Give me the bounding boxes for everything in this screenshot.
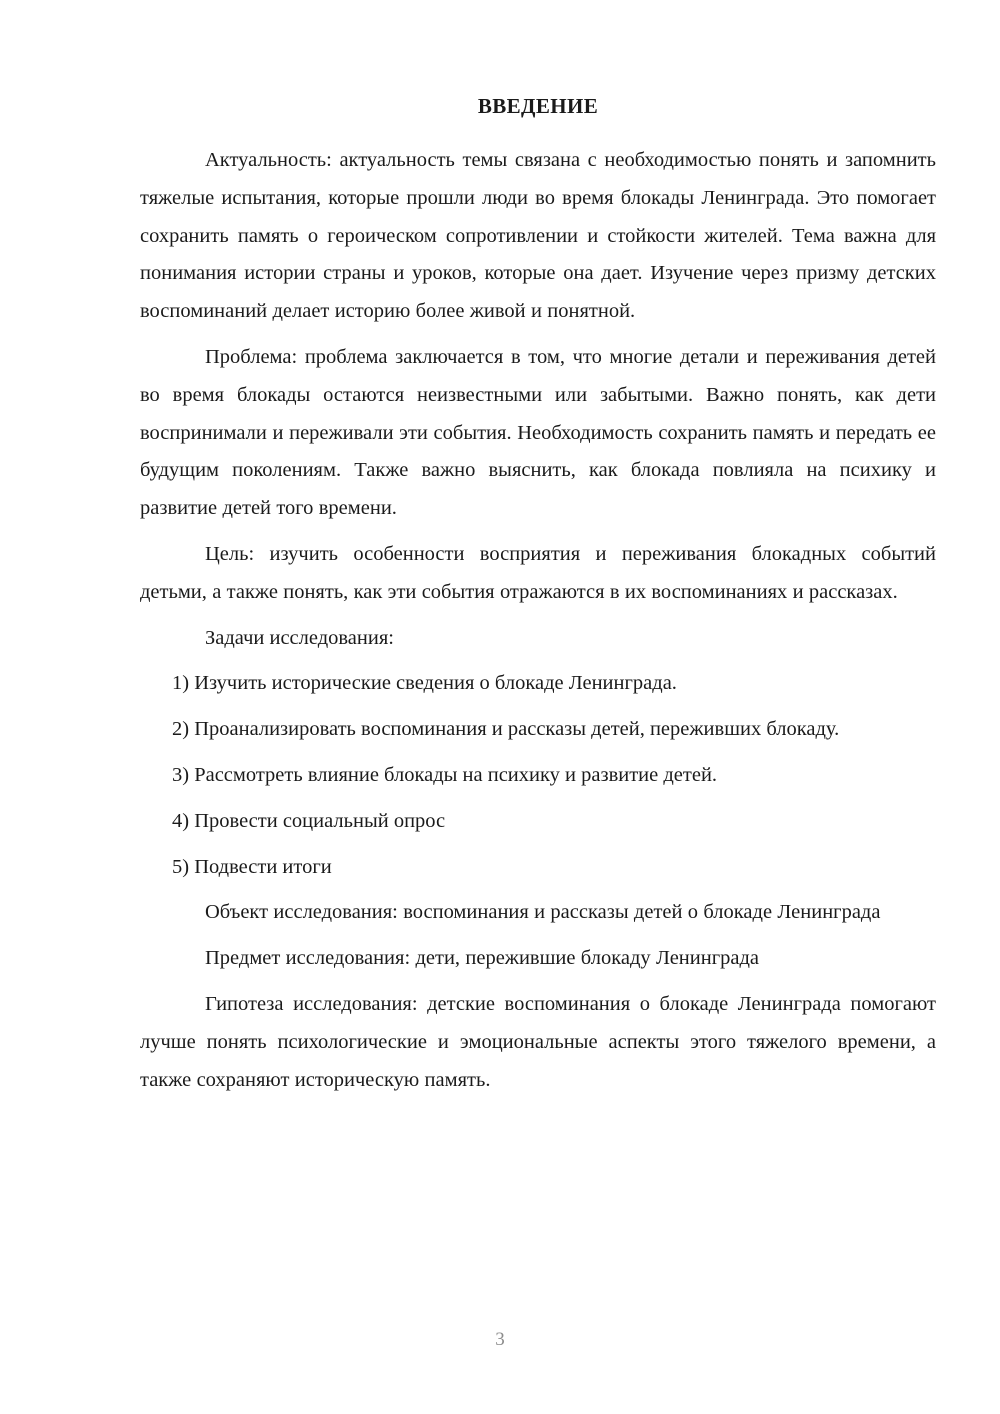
page-content [140,92,936,1107]
list-item: 1) Изучить исторические сведения о блокаде Ленинграда. [172,672,677,695]
tasks-list [140,665,936,886]
paragraph-object: Объект исследования: воспоминания и рассказы детей о блокаде Ленинграда [205,901,881,924]
list-item: 2) Проанализировать воспоминания и рассказы детей, переживших блокаду. [172,718,840,741]
page-number: 3 [495,1329,505,1350]
tasks-label: Задачи исследования: [205,626,394,649]
list-item: 5) Подвести итоги [172,855,332,878]
list-item: 3) Рассмотреть влияние блокады на психику и развитие детей. [172,763,718,786]
paragraph-problem: Проблема: проблема заключается в том, что многие детали и переживания детей во время блокады остаются неизвестными или забытыми. Важно понять, как дети воспринимали и переживали эти события. Необходимость сохранить память и передать ее будущим поколениям. Также важно выяснить, как блокада повлияла на психику и развитие детей того времени. [140,345,936,520]
paragraph-relevance: Актуальность: актуальность темы связана с необходимостью понять и запомнить тяжелые испытания, которые прошли люди во время блокады Ленинграда. Это помогает сохранить память о героическом сопротивлении и стойкости жителей. Тема важна для понимания истории страны и уроков, которые она дает. Изучение через призму детских воспоминаний делает историю более живой и понятной. [140,149,936,323]
list-item: 4) Провести социальный опрос [172,809,446,832]
paragraph-hypothesis: Гипотеза исследования: детские воспоминания о блокаде Ленинграда помогают лучше понять психологические и эмоциональные аспекты этого тяжелого времени, а также сохраняют историческую память. [140,992,936,1091]
paragraph-subject: Предмет исследования: дети, пережившие блокаду Ленинграда [205,947,760,970]
paragraph-goal: Цель: изучить особенности восприятия и переживания блокадных событий детьми, а также понять, как эти события отражаются в их воспоминаниях и рассказах. [140,542,936,603]
page-title: ВВЕДЕНИЕ [477,94,599,118]
